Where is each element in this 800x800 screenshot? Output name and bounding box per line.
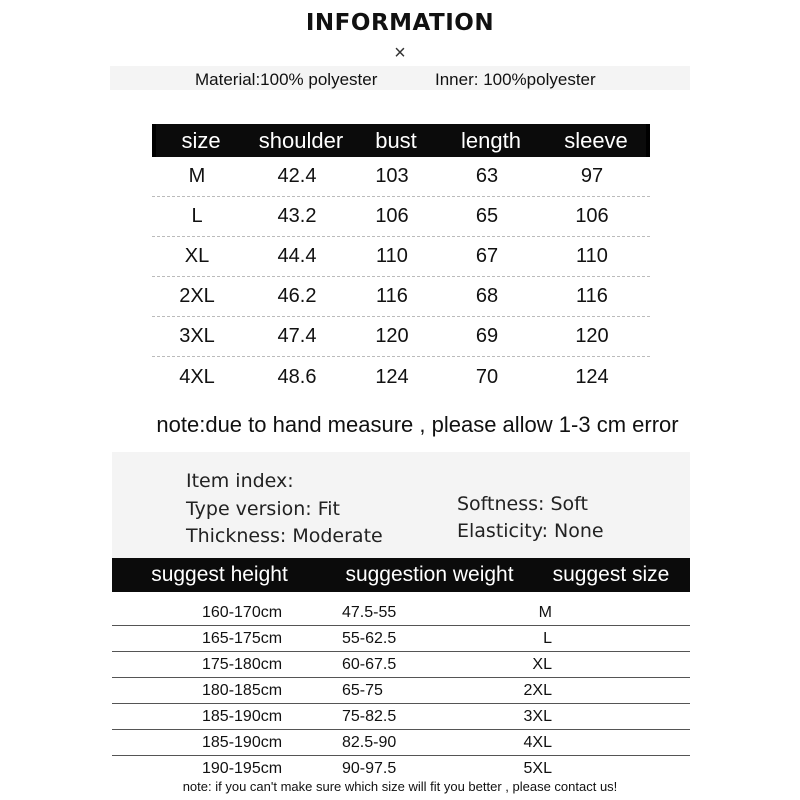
cell-size: XL [532, 655, 552, 673]
cell-height: 175-180cm [202, 655, 283, 673]
cell-height: 185-190cm [202, 707, 283, 725]
softness: Softness: Soft [457, 493, 588, 515]
table-row [112, 730, 690, 756]
cell-size: 2XL [523, 681, 552, 699]
suggest-table-header [112, 558, 690, 592]
cell-size: 4XL [523, 733, 552, 751]
cell-length: 68 [475, 285, 499, 307]
cell-weight: 75-82.5 [342, 707, 397, 725]
cell-height: 190-195cm [202, 760, 283, 777]
cell-bust: 120 [375, 325, 409, 347]
cell-bust: 116 [376, 285, 408, 307]
cell-size: 5XL [523, 760, 552, 777]
item-index-heading: Item index: [186, 470, 294, 492]
table-row [152, 277, 650, 317]
cell-shoulder: 46.2 [277, 285, 317, 307]
cell-sleeve: 124 [575, 365, 609, 388]
header-suggest-height: suggest height [151, 563, 288, 586]
cell-height: 165-175cm [202, 629, 283, 647]
thickness: Thickness: Moderate [186, 525, 383, 547]
contact-note: note: if you can't make sure which size will fit you better , please contact us! [182, 779, 618, 794]
table-row [112, 600, 690, 626]
cell-shoulder: 44.4 [277, 245, 317, 267]
measure-note: note:due to hand measure , please allow 1-3 cm error [156, 412, 679, 437]
cell-size: L [191, 205, 203, 227]
header-length: length [461, 127, 521, 153]
size-table [152, 124, 650, 397]
cell-size: 3XL [523, 707, 552, 725]
cell-sleeve: 97 [580, 165, 604, 187]
cell-bust: 106 [375, 205, 409, 227]
header-size: size [181, 127, 221, 153]
material-text: Material:100% polyester [195, 70, 378, 89]
cell-bust: 124 [375, 365, 409, 388]
cell-sleeve: 116 [576, 285, 608, 307]
cell-weight: 65-75 [342, 681, 383, 699]
header-shoulder: shoulder [258, 127, 344, 153]
header-suggestion-weight: suggestion weight [345, 563, 514, 586]
cell-size: 2XL [179, 285, 215, 307]
cell-size: XL [184, 245, 210, 267]
cell-length: 67 [475, 245, 499, 267]
cell-length: 65 [475, 205, 499, 227]
cell-size: 3XL [179, 325, 215, 347]
close-icon: × [394, 42, 406, 64]
size-table-header [152, 124, 650, 157]
cell-height: 160-170cm [202, 603, 283, 621]
cell-weight: 90-97.5 [342, 760, 397, 777]
table-row [112, 704, 690, 730]
table-row [152, 157, 650, 197]
cell-length: 63 [475, 165, 499, 187]
cell-size: M [538, 603, 552, 621]
table-row [152, 237, 650, 277]
type-version: Type version: Fit [186, 498, 340, 520]
table-row [112, 652, 690, 678]
cell-size: M [188, 165, 206, 187]
cell-bust: 110 [376, 245, 408, 267]
elasticity: Elasticity: None [457, 520, 604, 542]
suggest-table [112, 558, 690, 782]
cell-length: 70 [475, 365, 499, 388]
table-row [112, 626, 690, 652]
page-title: INFORMATION [305, 10, 495, 36]
table-row [152, 357, 650, 397]
table-row [112, 678, 690, 704]
inner-material-text: Inner: 100%polyester [435, 70, 596, 89]
cell-size: L [543, 629, 552, 647]
cell-height: 180-185cm [202, 681, 283, 699]
header-suggest-size: suggest size [552, 563, 670, 586]
cell-sleeve: 110 [576, 245, 608, 267]
cell-sleeve: 106 [575, 205, 609, 227]
cell-shoulder: 48.6 [277, 365, 317, 388]
cell-sleeve: 120 [575, 325, 609, 347]
cell-size: 4XL [179, 365, 215, 388]
cell-shoulder: 43.2 [277, 205, 317, 227]
cell-shoulder: 47.4 [277, 325, 317, 347]
table-row [152, 197, 650, 237]
table-row [152, 317, 650, 357]
header-sleeve: sleeve [564, 127, 628, 153]
cell-shoulder: 42.4 [277, 165, 317, 187]
cell-height: 185-190cm [202, 733, 283, 751]
header-bust: bust [375, 127, 417, 153]
cell-weight: 47.5-55 [342, 603, 397, 621]
cell-weight: 55-62.5 [342, 629, 397, 647]
cell-weight: 82.5-90 [342, 733, 397, 751]
cell-weight: 60-67.5 [342, 655, 397, 673]
cell-length: 69 [475, 325, 499, 347]
cell-bust: 103 [375, 165, 409, 187]
